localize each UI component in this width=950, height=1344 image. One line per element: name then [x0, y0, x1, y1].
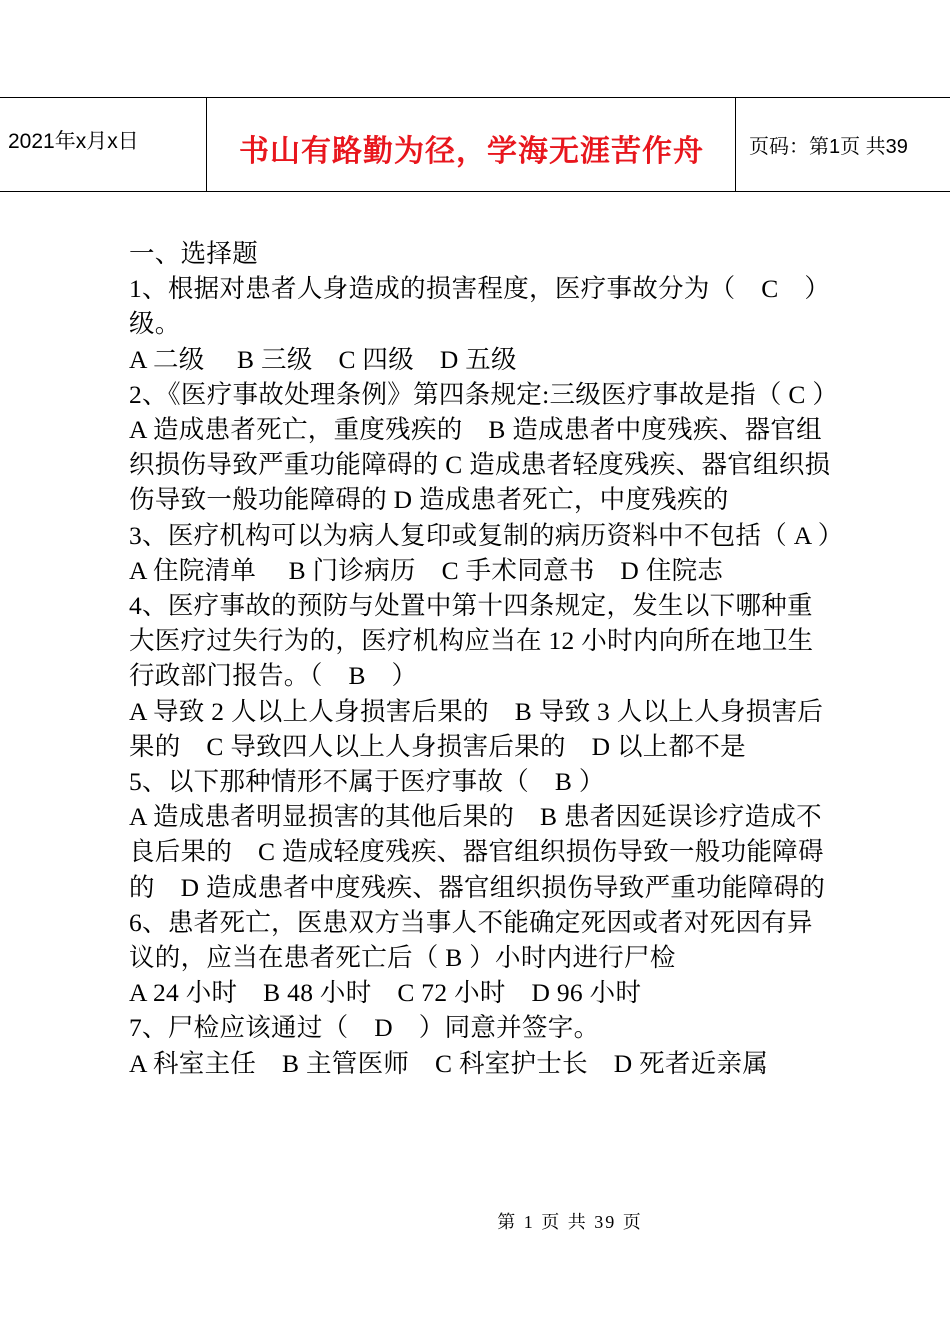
- question-stem: 3、医疗机构可以为病人复印或复制的病历资料中不包括（ A ）: [129, 520, 844, 550]
- question-options: A 造成患者明显损害的其他后果的 B 患者因延误诊疗造成不良后果的 C 造成轻度残疾、器官组织损伤导致一般功能障碍的 D 造成患者中度残疾、器官组织损伤导致严重功能障碍的: [129, 802, 826, 902]
- question-options: A 二级 B 三级 C 四级 D 五级: [129, 344, 517, 374]
- question-options: A 导致 2 人以上人身损害后果的 B 导致 3 人以上人身损害后果的 C 导致四人以上人身损害后果的 D 以上都不是: [129, 696, 824, 761]
- question-stem: 1、根据对患者人身造成的损害程度，医疗事故分为（ C ）级。: [129, 274, 831, 339]
- question-options: A 住院清单 B 门诊病历 C 手术同意书 D 住院志: [129, 555, 724, 585]
- question-options: A 造成患者死亡，重度残疾的 B 造成患者中度残疾、器官组织损伤导致严重功能障碍的 C 造成患者轻度残疾、器官组织损伤导致一般功能障碍的 D 造成患者死亡，中度残疾的: [129, 415, 831, 515]
- question-stem: 7、尸检应该通过（ D ）同意并签字。: [129, 1013, 600, 1043]
- header-page-info: 页码：第1页 共39: [749, 136, 908, 158]
- header-date: 2021年x月x日: [0, 98, 207, 191]
- question-stem: 5、以下那种情形不属于医疗事故（ B ）: [129, 767, 605, 797]
- document-body: [129, 236, 844, 1081]
- page-header: [0, 97, 950, 192]
- section-title: 一、选择题: [129, 239, 259, 268]
- question-stem: 6、患者死亡，医患双方当事人不能确定死因或者对死因有异议的，应当在患者死亡后（ B ）小时内进行尸检: [129, 907, 813, 973]
- question-stem: 2、《医疗事故处理条例》第四条规定:三级医疗事故是指（ C ）: [129, 379, 839, 409]
- question-stem: 4、医疗事故的预防与处置中第十四条规定，发生以下哪种重大医疗过失行为的，医疗机构应当在 12 小时内向所在地卫生行政部门报告。（ B ）: [129, 591, 814, 691]
- header-motto: 书山有路勤为径，学海无涯苦作舟: [208, 98, 736, 191]
- question-options: A 科室主任 B 主管医师 C 科室护士长 D 死者近亲属: [129, 1048, 769, 1078]
- question-options: A 24 小时 B 48 小时 C 72 小时 D 96 小时: [129, 978, 642, 1008]
- page-footer: 第 1 页 共 39 页: [497, 1212, 643, 1232]
